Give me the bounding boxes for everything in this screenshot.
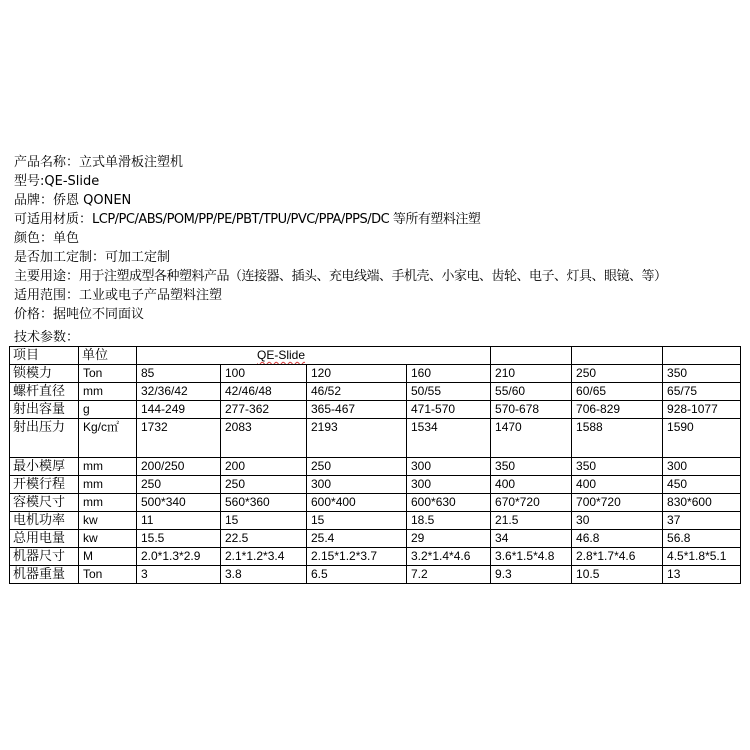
- row-value: 3.8: [221, 566, 307, 584]
- info-value: QE-Slide: [44, 174, 100, 189]
- row-value: 570-678: [491, 401, 572, 419]
- info-line-price: [14, 305, 667, 324]
- row-value: 1732: [137, 419, 221, 458]
- row-value: 42/46/48: [221, 383, 307, 401]
- row-value: 60/65: [572, 383, 663, 401]
- row-label: 锁模力: [10, 365, 79, 383]
- row-value: 200: [221, 458, 307, 476]
- row-label: 机器尺寸: [10, 548, 79, 566]
- params-title: 技术参数：: [14, 330, 80, 345]
- table-row: [10, 494, 741, 512]
- row-value: 22.5: [221, 530, 307, 548]
- row-value: 3.6*1.5*4.8: [491, 548, 572, 566]
- row-value: 120: [307, 365, 407, 383]
- row-value: 250: [307, 458, 407, 476]
- table-row: [10, 548, 741, 566]
- row-value: 700*720: [572, 494, 663, 512]
- row-value: 670*720: [491, 494, 572, 512]
- row-value: 100: [221, 365, 307, 383]
- row-value: 277-362: [221, 401, 307, 419]
- row-value: 2.15*1.2*3.7: [307, 548, 407, 566]
- model-text: QE-Slide: [257, 348, 306, 362]
- row-value: 29: [407, 530, 491, 548]
- info-label: 是否加工定制：: [14, 250, 106, 265]
- row-value: 471-570: [407, 401, 491, 419]
- row-value: 32/36/42: [137, 383, 221, 401]
- row-value: 400: [572, 476, 663, 494]
- info-line-color: [14, 229, 667, 248]
- row-value: 450: [663, 476, 741, 494]
- row-label: 螺杆直径: [10, 383, 79, 401]
- row-value: 13: [663, 566, 741, 584]
- info-label: 型号:: [14, 174, 45, 189]
- row-value: 30: [572, 512, 663, 530]
- row-value: 160: [407, 365, 491, 383]
- row-value: 10.5: [572, 566, 663, 584]
- info-label: 产品名称：: [14, 155, 80, 170]
- row-value: 350: [663, 365, 741, 383]
- row-unit: Kg/c㎡: [79, 419, 137, 458]
- header-blank: [663, 347, 741, 365]
- info-line-brand: [14, 191, 667, 210]
- row-value: 1588: [572, 419, 663, 458]
- row-unit: mm: [79, 494, 137, 512]
- row-unit: Ton: [79, 365, 137, 383]
- info-value: 可加工定制: [105, 250, 171, 265]
- header-model: [137, 347, 491, 365]
- info-label: 主要用途：: [14, 269, 80, 284]
- table-row: [10, 401, 741, 419]
- row-value: 9.3: [491, 566, 572, 584]
- row-value: 15.5: [137, 530, 221, 548]
- info-line-custom: [14, 248, 667, 267]
- row-value: 3.2*1.4*4.6: [407, 548, 491, 566]
- row-label: 开模行程: [10, 476, 79, 494]
- row-value: 600*400: [307, 494, 407, 512]
- row-value: 55/60: [491, 383, 572, 401]
- row-value: 3: [137, 566, 221, 584]
- info-value: 工业或电子产品塑料注塑: [79, 288, 223, 303]
- row-label: 容模尺寸: [10, 494, 79, 512]
- info-label: 适用范围：: [14, 288, 80, 303]
- info-label: 颜色：: [14, 231, 54, 246]
- row-value: 200/250: [137, 458, 221, 476]
- header-item: 项目: [10, 347, 79, 365]
- row-value: 18.5: [407, 512, 491, 530]
- row-value: 500*340: [137, 494, 221, 512]
- row-value: 210: [491, 365, 572, 383]
- spec-table: [9, 346, 741, 584]
- row-value: 2193: [307, 419, 407, 458]
- info-line-materials: [14, 210, 667, 229]
- row-value: 46/52: [307, 383, 407, 401]
- row-value: 144-249: [137, 401, 221, 419]
- row-value: 300: [407, 476, 491, 494]
- row-value: 1590: [663, 419, 741, 458]
- row-value: 928-1077: [663, 401, 741, 419]
- table-row: [10, 458, 741, 476]
- table-row: [10, 566, 741, 584]
- info-value: 据吨位不同面议: [53, 307, 145, 322]
- row-value: 15: [307, 512, 407, 530]
- row-value: 15: [221, 512, 307, 530]
- row-value: 85: [137, 365, 221, 383]
- row-unit: kw: [79, 530, 137, 548]
- row-value: 1470: [491, 419, 572, 458]
- info-label: 价格：: [14, 307, 54, 322]
- row-value: 1534: [407, 419, 491, 458]
- info-label: 可适用材质：: [14, 212, 93, 227]
- row-unit: kw: [79, 512, 137, 530]
- row-value: 46.8: [572, 530, 663, 548]
- table-row: [10, 476, 741, 494]
- row-value: 250: [137, 476, 221, 494]
- row-label: 电机功率: [10, 512, 79, 530]
- row-value: 11: [137, 512, 221, 530]
- info-line-model: [14, 172, 667, 191]
- row-unit: M: [79, 548, 137, 566]
- row-value: 2.0*1.3*2.9: [137, 548, 221, 566]
- info-value: 单色: [53, 231, 80, 246]
- row-label: 最小模厚: [10, 458, 79, 476]
- row-value: 25.4: [307, 530, 407, 548]
- info-value: 立式单滑板注塑机: [79, 155, 184, 170]
- info-value: 用于注塑成型各种塑料产品（连接器、插头、充电线端、手机壳、小家电、齿轮、电子、灯具、眼镜、等）: [79, 269, 667, 284]
- row-value: 34: [491, 530, 572, 548]
- row-value: 21.5: [491, 512, 572, 530]
- row-value: 7.2: [407, 566, 491, 584]
- table-row: [10, 383, 741, 401]
- info-label: 品牌：: [14, 193, 54, 208]
- header-blank: [491, 347, 572, 365]
- table-row: [10, 512, 741, 530]
- row-value: 706-829: [572, 401, 663, 419]
- row-unit: mm: [79, 383, 137, 401]
- table-row: [10, 530, 741, 548]
- row-label: 机器重量: [10, 566, 79, 584]
- row-value: 400: [491, 476, 572, 494]
- row-value: 350: [491, 458, 572, 476]
- row-value: 600*630: [407, 494, 491, 512]
- row-value: 50/55: [407, 383, 491, 401]
- row-value: 300: [307, 476, 407, 494]
- row-unit: g: [79, 401, 137, 419]
- info-value: 侨恩 QONEN: [53, 193, 132, 208]
- row-value: 6.5: [307, 566, 407, 584]
- info-line-usage: [14, 267, 667, 286]
- table-row: [10, 365, 741, 383]
- table-row: [10, 419, 741, 458]
- row-value: 2.1*1.2*3.4: [221, 548, 307, 566]
- row-value: 350: [572, 458, 663, 476]
- row-label: 射出压力: [10, 419, 79, 458]
- row-value: 65/75: [663, 383, 741, 401]
- row-label: 总用电量: [10, 530, 79, 548]
- row-value: 2083: [221, 419, 307, 458]
- row-value: 250: [221, 476, 307, 494]
- table-header-row: [10, 347, 741, 365]
- row-value: 4.5*1.8*5.1: [663, 548, 741, 566]
- info-line-scope: [14, 286, 667, 305]
- row-value: 56.8: [663, 530, 741, 548]
- row-unit: mm: [79, 476, 137, 494]
- product-info: [14, 153, 667, 324]
- row-value: 830*600: [663, 494, 741, 512]
- row-value: 365-467: [307, 401, 407, 419]
- row-value: 250: [572, 365, 663, 383]
- row-unit: mm: [79, 458, 137, 476]
- row-value: 300: [663, 458, 741, 476]
- info-line-name: [14, 153, 667, 172]
- row-unit: Ton: [79, 566, 137, 584]
- row-value: 300: [407, 458, 491, 476]
- row-value: 37: [663, 512, 741, 530]
- info-value: LCP/PC/ABS/POM/PP/PE/PBT/TPU/PVC/PPA/PPS/DC 等所有塑料注塑: [92, 212, 481, 227]
- header-blank: [572, 347, 663, 365]
- header-unit: 单位: [79, 347, 137, 365]
- row-value: 2.8*1.7*4.6: [572, 548, 663, 566]
- row-label: 射出容量: [10, 401, 79, 419]
- row-value: 560*360: [221, 494, 307, 512]
